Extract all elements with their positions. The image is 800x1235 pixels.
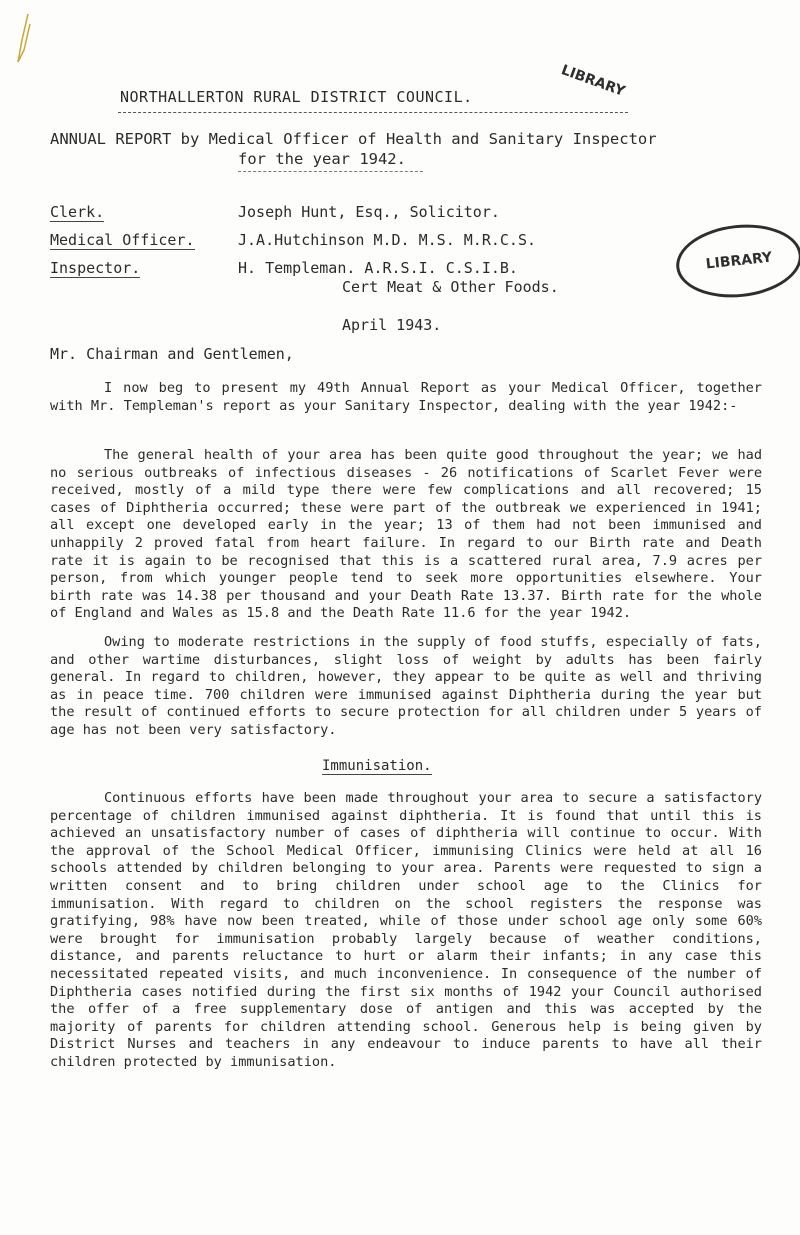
pencil-mark-icon	[8, 10, 36, 80]
council-name: NORTHALLERTON RURAL DISTRICT COUNCIL.	[120, 88, 473, 106]
inspector-label: Inspector.	[50, 259, 141, 277]
report-subtitle: for the year 1942.	[238, 150, 406, 168]
immunisation-heading: Immunisation.	[322, 758, 432, 774]
intro-paragraph: I now beg to present my 49th Annual Report as your Medical Officer, together with Mr. Templeman's report as your Sanitary Inspector, dealing with the year 1942:-	[50, 380, 762, 414]
health-paragraph: The general health of your area has been quite good throughout the year; we had no serious outbreaks of infectious diseases - 26 notifications of Scarlet Fever were received, mostly of a mild type there were few complications and all recovered; 15 cases of Diphtheria occurred; these were part of the outbreak we experienced in 1941; all except one developed early in the year; 13 of them had not been immunised and unhappily 2 proved fatal from heart failure. In regard to our Birth rate and Death rate it is again to be recognised that this is a scattered rural area, 7.9 acres per person, from which younger people tend to seek more opportunities elsewhere. Your birth rate was 14.38 per thousand and your Death Rate 13.37. Birth rate for the whole of England and Wales as 15.8 and the Death Rate 11.6 for the year 1942.	[50, 447, 762, 622]
salutation: Mr. Chairman and Gentlemen,	[50, 345, 294, 363]
clerk-label: Clerk.	[50, 203, 105, 221]
clerk-name: Joseph Hunt, Esq., Solicitor.	[238, 203, 500, 221]
inspector-qualification: Cert Meat & Other Foods.	[342, 278, 559, 296]
medical-officer-name: J.A.Hutchinson M.D. M.S. M.R.C.S.	[238, 231, 537, 249]
library-stamp-side: LIBRARY	[673, 219, 800, 304]
food-paragraph: Owing to moderate restrictions in the supply of food stuffs, especially of fats, and other wartime disturbances, slight loss of weight by adults has been fairly general. In regard to children, however, they appear to be quite as well and thriving as in peace time. 700 children were immunised against Diphtheria during the year but the result of continued efforts to secure protection for all children under 5 years of age has not been very satisfactory.	[50, 634, 762, 738]
immunisation-paragraph: Continuous efforts have been made throughout your area to secure a satisfactory percentage of children immunised against diphtheria. It is found that until this is achieved an unsatisfactory number of cases of diphtheria will continue to occur. With the approval of the School Medical Officer, immunising Clinics were held at all 16 schools attended by children belonging to your area. Parents were requested to sign a written consent and to bring children under school age to the Clinics for immunisation. With regard to children on the school registers the response was gratifying, 98% have now been treated, while of those under school age only some 60% were brought for immunisation probably largely because of weather conditions, distance, and parents reluctance to hurt or alarm their infants; in any case this necessitated repeated visits, and much inconvenience. In consequence of the number of Diphtheria cases notified during the first six months of 1942 your Council authorised the offer of a free supplementary dose of antigen and this was accepted by the majority of parents for children attending school. Generous help is being given by District Nurses and teachers in any endeavour to induce parents to have all their children protected by immunisation.	[50, 790, 762, 1070]
inspector-name: H. Templeman. A.R.S.I. C.S.I.B.	[238, 259, 518, 277]
report-title: ANNUAL REPORT by Medical Officer of Health and Sanitary Inspector	[50, 130, 657, 148]
library-stamp-top: LIBRARY	[558, 62, 628, 100]
medical-officer-label: Medical Officer.	[50, 231, 195, 249]
report-date: April 1943.	[342, 316, 442, 334]
header-divider	[118, 112, 628, 113]
subtitle-divider	[238, 171, 423, 172]
